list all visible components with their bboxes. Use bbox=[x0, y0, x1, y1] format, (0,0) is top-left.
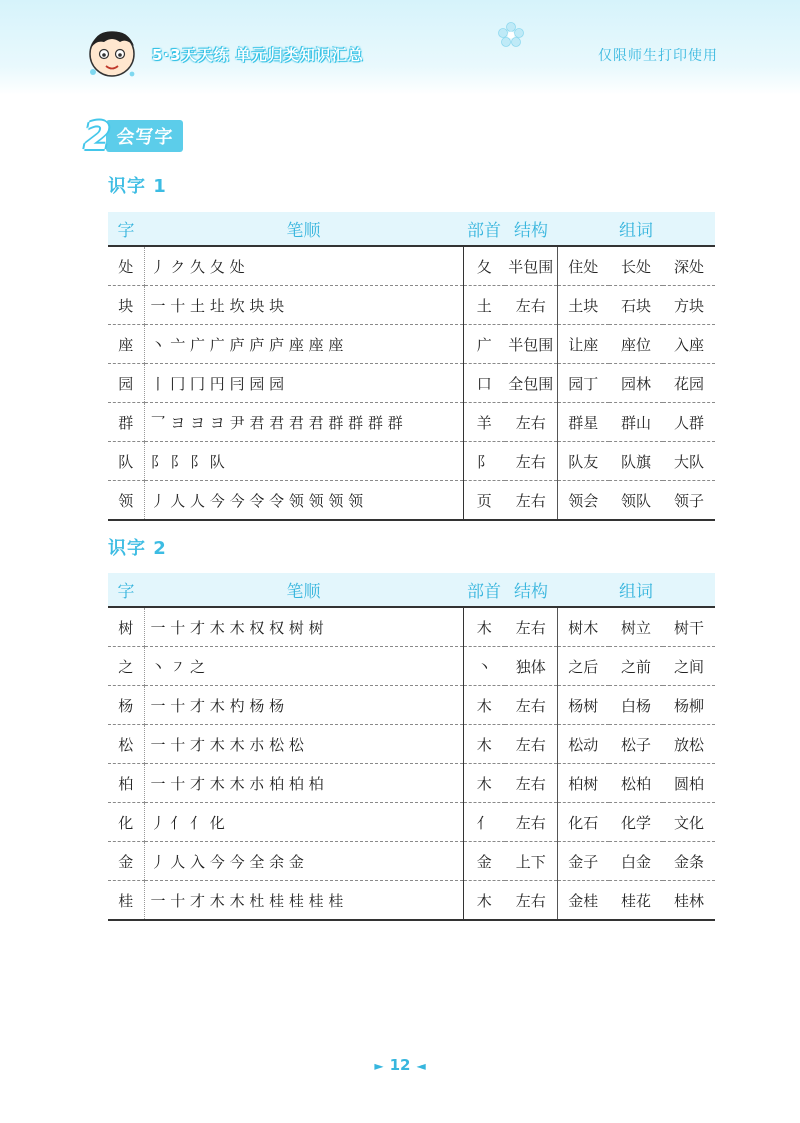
page-number: 12 bbox=[389, 1056, 411, 1074]
word-cell: 树立 bbox=[609, 607, 663, 647]
word-cell: 领子 bbox=[663, 481, 715, 521]
table-row bbox=[108, 607, 715, 647]
header-structure: 结构 bbox=[505, 212, 557, 246]
lesson-title-1: 识字 1 bbox=[108, 176, 167, 197]
header-words: 组词 bbox=[557, 212, 715, 246]
radical-cell: 木 bbox=[463, 686, 505, 725]
table-body-1 bbox=[108, 246, 715, 520]
word-cell: 金桂 bbox=[557, 881, 609, 921]
word-cell: 深处 bbox=[663, 246, 715, 286]
word-cell: 花园 bbox=[663, 364, 715, 403]
word-cell: 队旗 bbox=[609, 442, 663, 481]
stroke-order-cell: 丶 亠 广 广 庐 庐 庐 座 座 座 bbox=[144, 325, 463, 364]
word-cell: 领会 bbox=[557, 481, 609, 521]
word-cell: 队友 bbox=[557, 442, 609, 481]
word-cell: 杨柳 bbox=[663, 686, 715, 725]
table-header-row bbox=[108, 573, 715, 607]
stroke-order-cell: 丿 人 入 今 今 全 余 金 bbox=[144, 842, 463, 881]
stroke-order-cell: 丨 冂 冂 円 冃 园 园 bbox=[144, 364, 463, 403]
word-cell: 金条 bbox=[663, 842, 715, 881]
structure-cell: 左右 bbox=[505, 403, 557, 442]
char-cell: 金 bbox=[108, 842, 144, 881]
word-cell: 石块 bbox=[609, 286, 663, 325]
char-cell: 化 bbox=[108, 803, 144, 842]
word-cell: 金子 bbox=[557, 842, 609, 881]
word-cell: 入座 bbox=[663, 325, 715, 364]
table-row bbox=[108, 481, 715, 521]
char-cell: 杨 bbox=[108, 686, 144, 725]
structure-cell: 半包围 bbox=[505, 325, 557, 364]
structure-cell: 左右 bbox=[505, 881, 557, 921]
section-number: 2 bbox=[84, 114, 111, 158]
table-row bbox=[108, 325, 715, 364]
arrow-right-icon: ► bbox=[374, 1059, 384, 1073]
radical-cell: 土 bbox=[463, 286, 505, 325]
word-cell: 树木 bbox=[557, 607, 609, 647]
page-number-footer bbox=[0, 1056, 800, 1074]
radical-cell: 木 bbox=[463, 607, 505, 647]
word-cell: 座位 bbox=[609, 325, 663, 364]
structure-cell: 全包围 bbox=[505, 364, 557, 403]
word-cell: 柏树 bbox=[557, 764, 609, 803]
word-cell: 住处 bbox=[557, 246, 609, 286]
table-row bbox=[108, 764, 715, 803]
char-cell: 队 bbox=[108, 442, 144, 481]
structure-cell: 独体 bbox=[505, 647, 557, 686]
arrow-left-icon: ◄ bbox=[416, 1059, 426, 1073]
word-cell: 园林 bbox=[609, 364, 663, 403]
char-cell: 处 bbox=[108, 246, 144, 286]
structure-cell: 左右 bbox=[505, 686, 557, 725]
table-row bbox=[108, 881, 715, 921]
word-cell: 白杨 bbox=[609, 686, 663, 725]
header-radical: 部首 bbox=[463, 212, 505, 246]
structure-cell: 左右 bbox=[505, 803, 557, 842]
flower-icon bbox=[498, 22, 524, 48]
char-cell: 之 bbox=[108, 647, 144, 686]
char-cell: 领 bbox=[108, 481, 144, 521]
header-structure: 结构 bbox=[505, 573, 557, 607]
table-body-2 bbox=[108, 607, 715, 920]
word-cell: 杨树 bbox=[557, 686, 609, 725]
word-cell: 圆柏 bbox=[663, 764, 715, 803]
table-row bbox=[108, 246, 715, 286]
word-cell: 人群 bbox=[663, 403, 715, 442]
structure-cell: 左右 bbox=[505, 725, 557, 764]
header-words: 组词 bbox=[557, 573, 715, 607]
word-cell: 群星 bbox=[557, 403, 609, 442]
word-cell: 桂林 bbox=[663, 881, 715, 921]
table-row bbox=[108, 686, 715, 725]
word-cell: 松动 bbox=[557, 725, 609, 764]
stroke-order-cell: 丶 ㇇ 之 bbox=[144, 647, 463, 686]
char-cell: 群 bbox=[108, 403, 144, 442]
stroke-order-cell: 一 十 才 木 木 杜 桂 桂 桂 桂 bbox=[144, 881, 463, 921]
table-header-row bbox=[108, 212, 715, 246]
stroke-order-cell: 一 十 才 木 木 朩 松 松 bbox=[144, 725, 463, 764]
table-row bbox=[108, 364, 715, 403]
stroke-order-cell: 一 十 土 圵 坎 块 块 bbox=[144, 286, 463, 325]
stroke-order-cell: 丿 亻 亻 化 bbox=[144, 803, 463, 842]
header-char: 字 bbox=[108, 212, 144, 246]
word-cell: 群山 bbox=[609, 403, 663, 442]
stroke-order-cell: 丿 人 人 今 今 令 令 领 领 领 领 bbox=[144, 481, 463, 521]
word-cell: 白金 bbox=[609, 842, 663, 881]
word-cell: 桂花 bbox=[609, 881, 663, 921]
word-cell: 放松 bbox=[663, 725, 715, 764]
usage-note: 仅限师生打印使用 bbox=[598, 48, 718, 64]
stroke-order-cell: 丿 ク 久 夂 处 bbox=[144, 246, 463, 286]
header-strokes: 笔顺 bbox=[144, 212, 463, 246]
char-table-2 bbox=[108, 573, 715, 921]
char-cell: 园 bbox=[108, 364, 144, 403]
word-cell: 方块 bbox=[663, 286, 715, 325]
structure-cell: 半包围 bbox=[505, 246, 557, 286]
table-row bbox=[108, 442, 715, 481]
header-strokes: 笔顺 bbox=[144, 573, 463, 607]
word-cell: 文化 bbox=[663, 803, 715, 842]
char-cell: 松 bbox=[108, 725, 144, 764]
table-row bbox=[108, 647, 715, 686]
word-cell: 树干 bbox=[663, 607, 715, 647]
word-cell: 之后 bbox=[557, 647, 609, 686]
char-cell: 座 bbox=[108, 325, 144, 364]
radical-cell: 羊 bbox=[463, 403, 505, 442]
radical-cell: 口 bbox=[463, 364, 505, 403]
radical-cell: 丶 bbox=[463, 647, 505, 686]
char-table-1 bbox=[108, 212, 715, 521]
structure-cell: 左右 bbox=[505, 607, 557, 647]
word-cell: 长处 bbox=[609, 246, 663, 286]
table-row bbox=[108, 286, 715, 325]
word-cell: 化学 bbox=[609, 803, 663, 842]
char-cell: 柏 bbox=[108, 764, 144, 803]
word-cell: 大队 bbox=[663, 442, 715, 481]
char-cell: 块 bbox=[108, 286, 144, 325]
structure-cell: 左右 bbox=[505, 481, 557, 521]
mascot-boy-icon bbox=[82, 24, 142, 84]
stroke-order-cell: 一 十 才 木 木 权 权 树 树 bbox=[144, 607, 463, 647]
word-cell: 让座 bbox=[557, 325, 609, 364]
stroke-order-cell: 乛 ヨ ヨ ヨ 尹 君 君 君 君 群 群 群 群 bbox=[144, 403, 463, 442]
word-cell: 化石 bbox=[557, 803, 609, 842]
structure-cell: 上下 bbox=[505, 842, 557, 881]
header-char: 字 bbox=[108, 573, 144, 607]
structure-cell: 左右 bbox=[505, 442, 557, 481]
lesson-title-2: 识字 2 bbox=[108, 538, 167, 559]
stroke-order-cell: 阝 阝 阝 队 bbox=[144, 442, 463, 481]
word-cell: 领队 bbox=[609, 481, 663, 521]
header-radical: 部首 bbox=[463, 573, 505, 607]
section-label: 会写字 bbox=[106, 120, 183, 152]
table-row bbox=[108, 803, 715, 842]
word-cell: 松柏 bbox=[609, 764, 663, 803]
structure-cell: 左右 bbox=[505, 286, 557, 325]
radical-cell: 广 bbox=[463, 325, 505, 364]
word-cell: 松子 bbox=[609, 725, 663, 764]
radical-cell: 金 bbox=[463, 842, 505, 881]
radical-cell: 木 bbox=[463, 764, 505, 803]
table-row bbox=[108, 403, 715, 442]
radical-cell: 夂 bbox=[463, 246, 505, 286]
series-title: 5·3天天练 单元归类知识汇总 bbox=[152, 46, 364, 64]
radical-cell: 木 bbox=[463, 881, 505, 921]
stroke-order-cell: 一 十 才 木 木 朩 柏 柏 柏 bbox=[144, 764, 463, 803]
radical-cell: 木 bbox=[463, 725, 505, 764]
word-cell: 土块 bbox=[557, 286, 609, 325]
table-row bbox=[108, 725, 715, 764]
word-cell: 之间 bbox=[663, 647, 715, 686]
table-row bbox=[108, 842, 715, 881]
section-badge bbox=[84, 114, 183, 158]
radical-cell: 亻 bbox=[463, 803, 505, 842]
stroke-order-cell: 一 十 才 木 杓 杨 杨 bbox=[144, 686, 463, 725]
word-cell: 园丁 bbox=[557, 364, 609, 403]
char-cell: 桂 bbox=[108, 881, 144, 921]
word-cell: 之前 bbox=[609, 647, 663, 686]
char-cell: 树 bbox=[108, 607, 144, 647]
radical-cell: 阝 bbox=[463, 442, 505, 481]
radical-cell: 页 bbox=[463, 481, 505, 521]
structure-cell: 左右 bbox=[505, 764, 557, 803]
